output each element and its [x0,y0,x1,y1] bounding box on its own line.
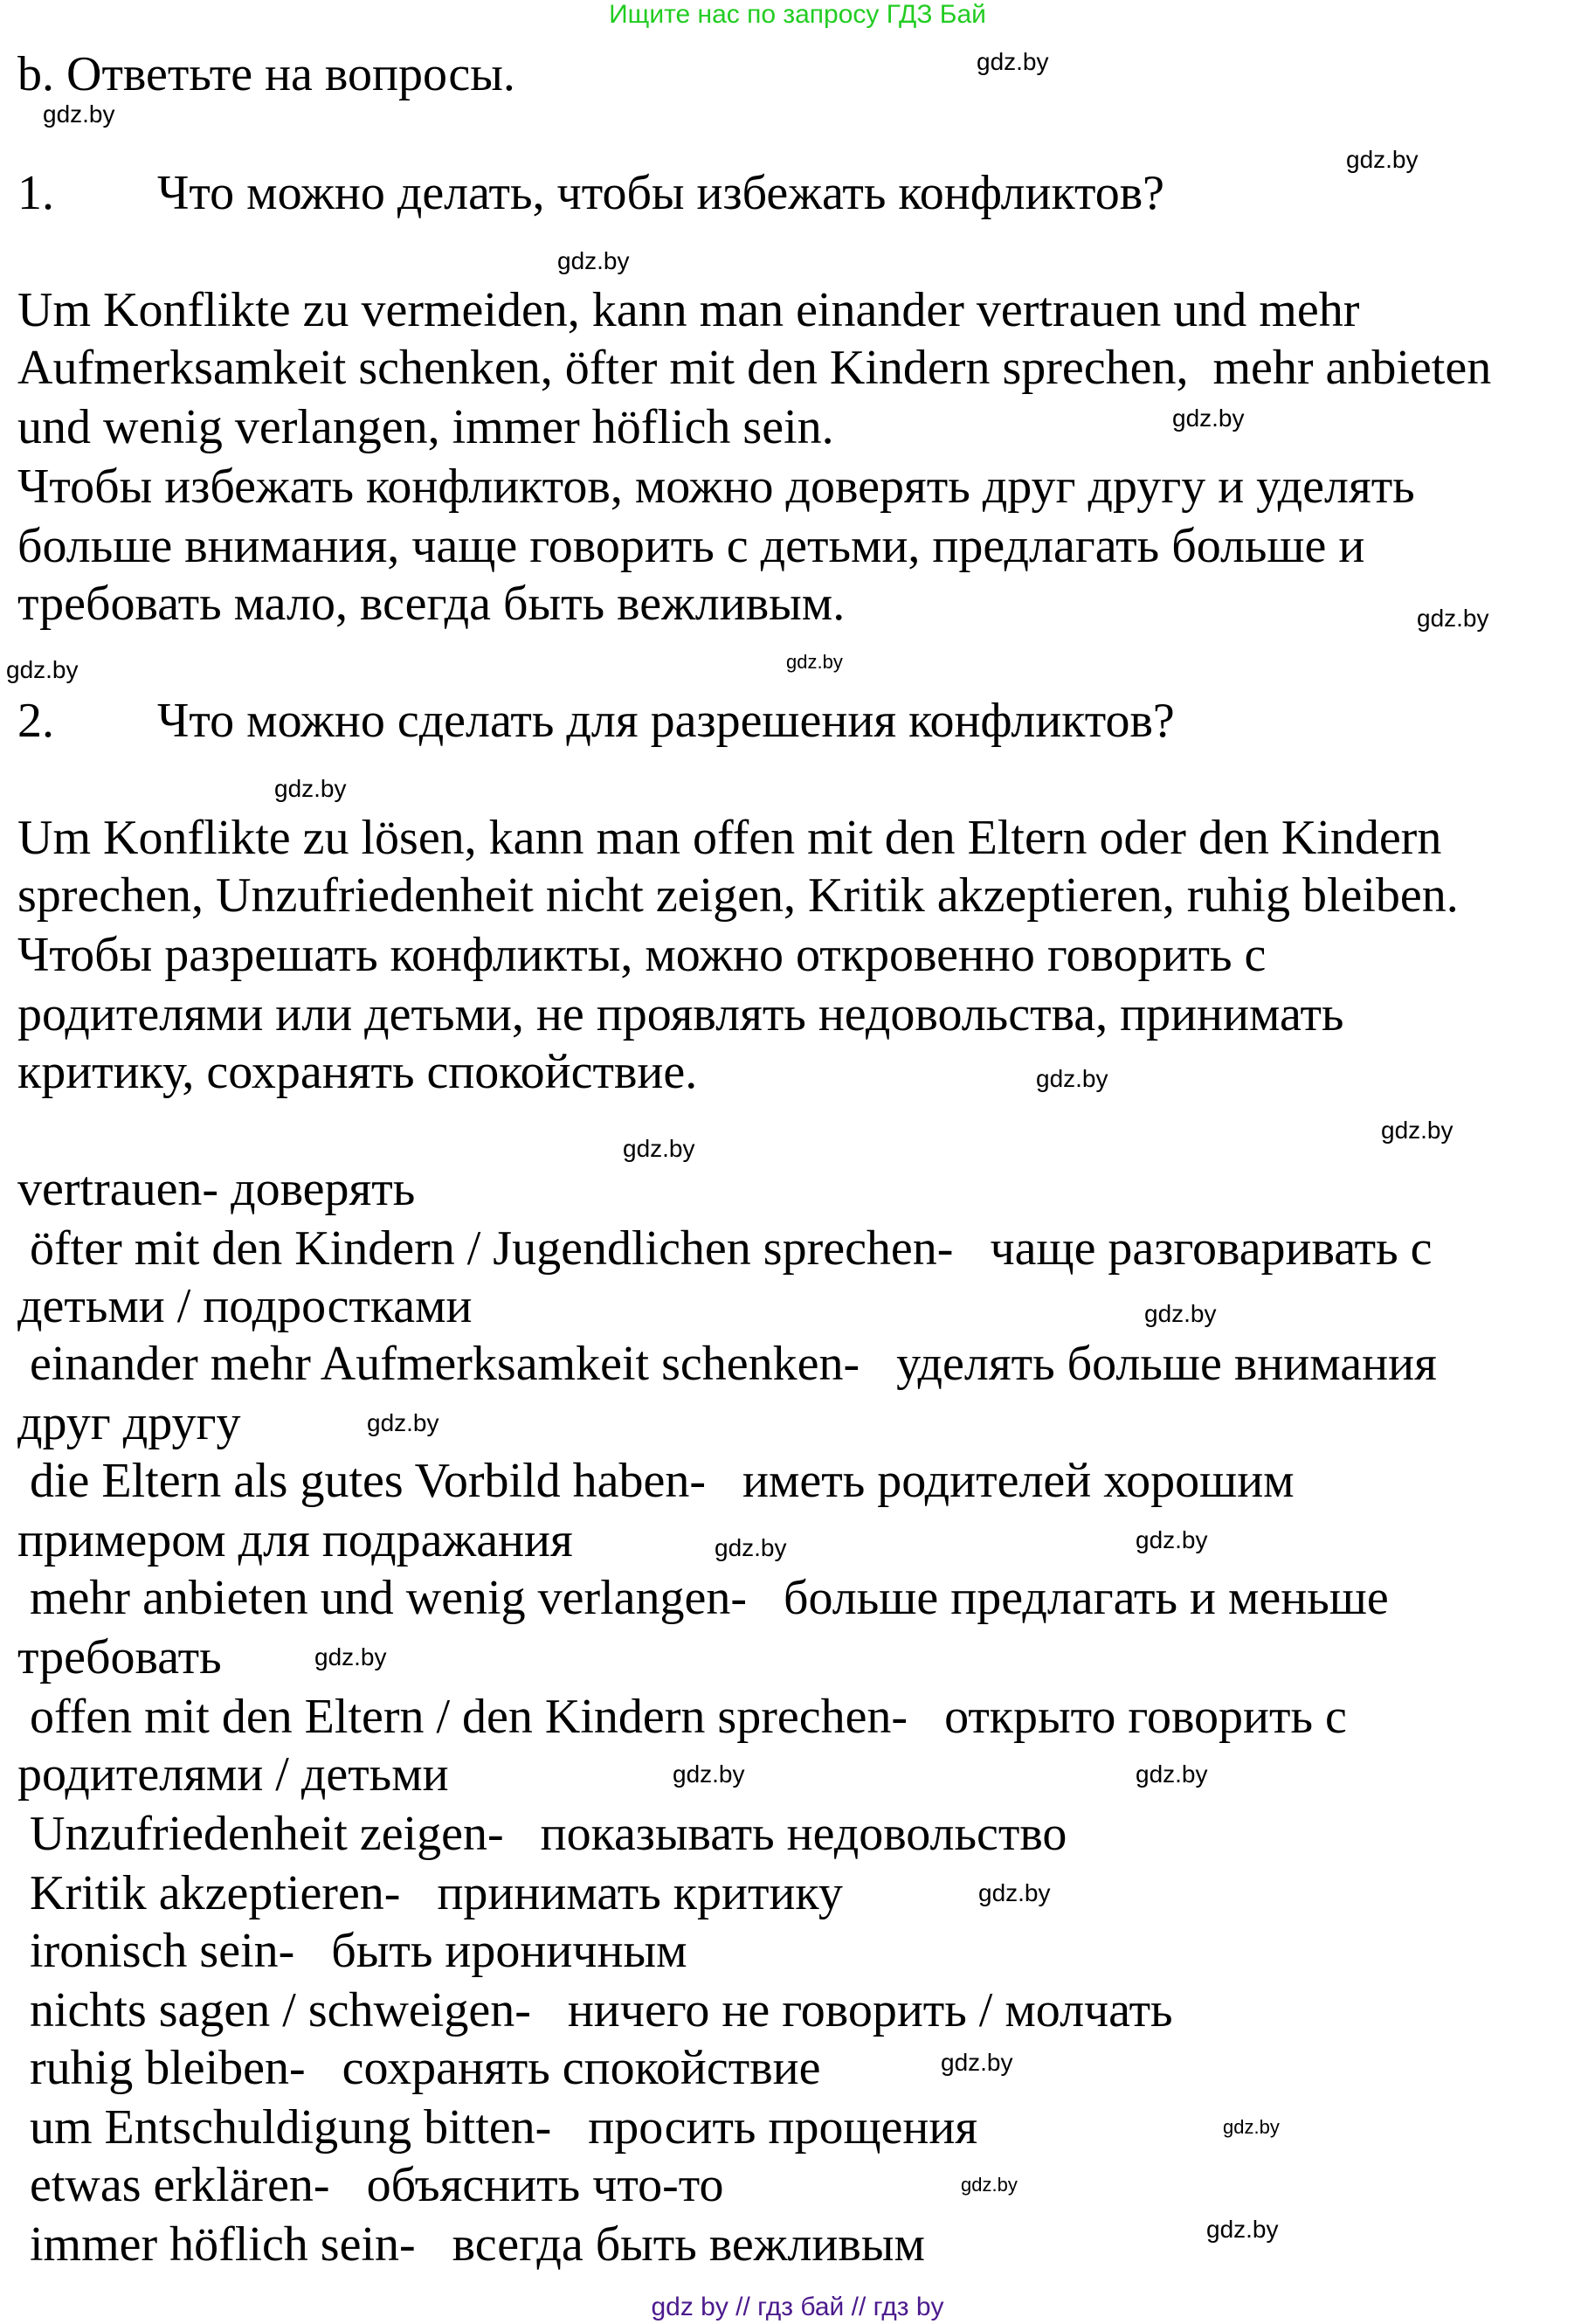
vocabulary-line: einander mehr Aufmerksamkeit schenken- уделять больше внимания [17,1337,1437,1391]
watermark: gdz.by [1172,405,1245,432]
question-number: 1. [17,166,54,220]
answer-line: Um Konflikte zu vermeiden, kann man einander vertrauen und mehr [17,283,1360,337]
vocabulary-line: die Eltern als gutes Vorbild haben- иметь родителей хорошим [17,1454,1295,1508]
vocabulary-line: mehr anbieten und wenig verlangen- больше предлагать и меньше [17,1571,1389,1625]
watermark: gdz.by [1206,2216,1279,2243]
answer-line: Um Konflikte zu lösen, kann man offen mit den Eltern oder den Kindern [17,811,1442,865]
vocabulary-line: immer höflich sein- всегда быть вежливым [17,2217,925,2272]
footer-watermark: gdz by // гдз бай // гдз by [651,2293,944,2321]
vocabulary-line: требовать [17,1630,222,1684]
question-number: 2. [17,694,54,748]
vocabulary-line: ruhig bleiben- сохранять спокойствие [17,2041,821,2095]
watermark: gdz.by [274,775,347,802]
vocabulary-line: примером для подражания [17,1513,573,1567]
answer-line: родителями или детьми, не проявлять недовольства, принимать [17,987,1344,1041]
question-2 [17,694,1175,748]
watermark: gdz.by [314,1643,387,1670]
answer-line: требовать мало, всегда быть вежливым. [17,577,846,631]
watermark: gdz.by [961,2174,1018,2196]
vocabulary-line: Unzufriedenheit zeigen- показывать недовольство [17,1807,1067,1861]
watermark: gdz.by [977,48,1049,75]
watermark: gdz.by [557,247,630,274]
vocabulary-line: vertrauen- доверять [17,1162,416,1216]
watermark: gdz.by [367,1409,439,1436]
vocabulary-line: etwas erklären- объяснить что-то [17,2158,724,2212]
watermark: gdz.by [1223,2116,1280,2138]
vocabulary-line: öfter mit den Kindern / Jugendlichen sprechen- чаще разговаривать с [17,1221,1433,1276]
vocabulary-line: родителями / детьми [17,1747,449,1802]
search-banner: Ищите нас по запросу ГДЗ Бай [609,0,986,29]
watermark: gdz.by [1381,1117,1453,1144]
vocabulary-line: um Entschuldigung bitten- просить прощения [17,2100,978,2155]
question-text: Что можно делать, чтобы избежать конфликтов? [157,166,1165,220]
vocabulary-line: Kritik akzeptieren- принимать критику [17,1866,843,1920]
section-heading: b. Ответьте на вопросы. [17,47,515,101]
watermark: gdz.by [941,2049,1013,2076]
answer-line: больше внимания, чаще говорить с детьми, предлагать больше и [17,519,1365,573]
vocabulary-line: ironisch sein- быть ироничным [17,1924,687,1978]
answer-line: критику, сохранять спокойствие. [17,1045,698,1099]
answer-line: Чтобы разрешать конфликты, можно откровенно говорить с [17,928,1267,982]
watermark: gdz.by [1136,1526,1208,1553]
watermark: gdz.by [978,1879,1051,1906]
question-1 [17,166,1165,220]
watermark: gdz.by [1036,1065,1108,1092]
watermark: gdz.by [1136,1760,1208,1788]
answer-line: Aufmerksamkeit schenken, öfter mit den Kindern sprechen, mehr anbieten [17,341,1492,395]
watermark: gdz.by [623,1135,695,1162]
watermark: gdz.by [715,1534,787,1561]
vocabulary-line: друг другу [17,1396,241,1450]
watermark: gdz.by [786,651,843,673]
vocabulary-line: offen mit den Eltern / den Kindern sprechen- открыто говорить с [17,1690,1347,1744]
answer-line: Чтобы избежать конфликтов, можно доверять друг другу и уделять [17,460,1415,514]
watermark: gdz.by [673,1760,745,1788]
watermark: gdz.by [1417,605,1489,632]
vocabulary-line: детьми / подростками [17,1279,473,1333]
answer-line: und wenig verlangen, immer höflich sein. [17,400,834,454]
watermark: gdz.by [1144,1300,1217,1327]
question-text: Что можно сделать для разрешения конфликтов? [157,694,1175,748]
vocabulary-line: nichts sagen / schweigen- ничего не говорить / молчать [17,1983,1173,2037]
watermark: gdz.by [43,100,115,128]
watermark: gdz.by [1346,146,1419,173]
watermark: gdz.by [6,656,79,683]
answer-line: sprechen, Unzufriedenheit nicht zeigen, Kritik akzeptieren, ruhig bleiben. [17,868,1459,923]
